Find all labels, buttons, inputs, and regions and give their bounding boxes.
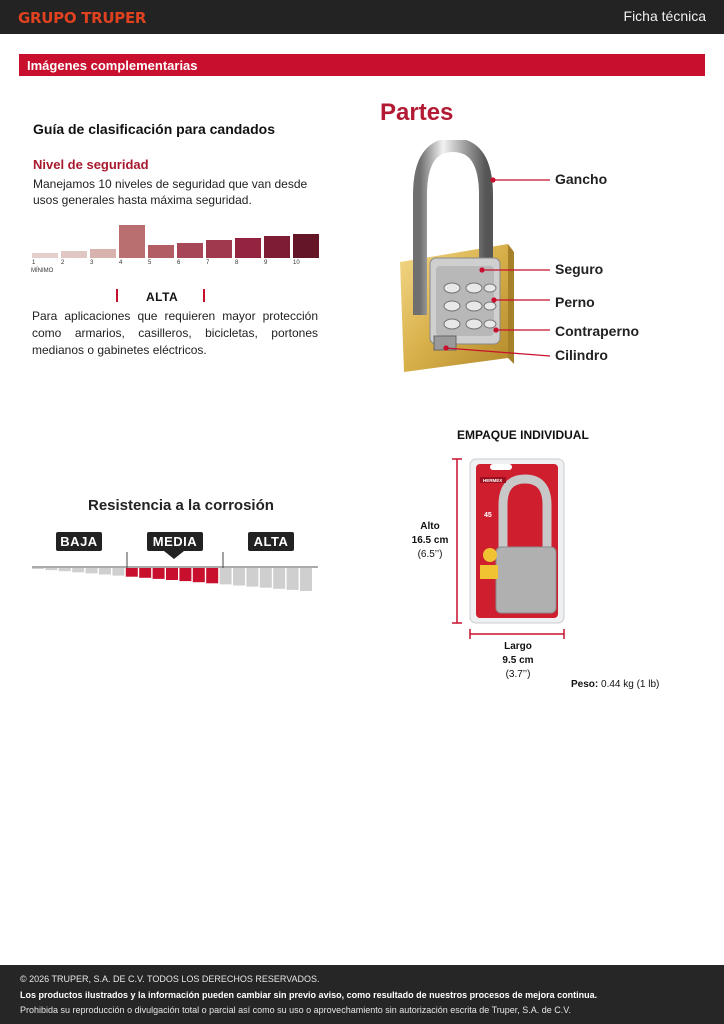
corrosion-segment	[32, 568, 44, 569]
package-title: EMPAQUE INDIVIDUAL	[457, 428, 589, 442]
security-level-bar	[148, 245, 174, 258]
security-level-application: Para aplicaciones que requieren mayor protección como armarios, casilleros, bicicletas, portones medianos o gabinetes eléctricos.	[32, 309, 318, 357]
security-level-number: 6	[177, 260, 181, 266]
security-level-name: ALTA	[146, 290, 179, 304]
security-level-number: 10	[293, 260, 300, 266]
corrosion-badge-low: BAJA	[56, 532, 102, 551]
width-label: Largo	[504, 641, 532, 652]
weight-value: 0.44 kg (1 lb)	[601, 679, 660, 690]
security-level-number: 3	[90, 260, 94, 266]
minimum-label: MÍNIMO	[31, 268, 54, 274]
level-tick-left	[116, 289, 118, 302]
security-level-number: 4	[119, 260, 123, 266]
security-level-subtitle: Nivel de seguridad	[33, 157, 149, 172]
padlock-illustration	[390, 140, 650, 380]
footer-notice: Los productos ilustrados y la información pueden cambiar sin previo aviso, como resultado de nuestros procesos de mejora continua.	[20, 990, 598, 1000]
level-tick-right	[203, 289, 205, 302]
corrosion-segment	[99, 568, 111, 575]
corrosion-segment	[45, 568, 57, 570]
section-title: Imágenes complementarias	[27, 58, 198, 73]
corrosion-segment	[246, 568, 258, 587]
weight-label: Peso:	[571, 679, 599, 690]
corrosion-segment	[220, 568, 232, 584]
corrosion-segment	[273, 568, 285, 589]
package-card-brand: HERMEX	[483, 478, 503, 483]
security-level-bar	[206, 240, 232, 258]
security-level-bar	[293, 234, 319, 258]
corrosion-segment	[260, 568, 272, 588]
security-level-description: Manejamos 10 niveles de seguridad que van desde usos generales hasta máxima seguridad.	[33, 177, 308, 207]
corrosion-segment	[72, 568, 84, 572]
security-guide-title: Guía de clasificación para candados	[33, 121, 275, 137]
width-imperial: (3.7’’)	[505, 669, 531, 680]
security-level-number: 7	[206, 260, 210, 266]
security-level-bar	[264, 236, 290, 258]
security-level-number: 1	[32, 260, 36, 266]
corrosion-segment	[59, 568, 71, 571]
package-weight	[571, 679, 659, 690]
package-illustration	[448, 455, 573, 645]
parts-title: Partes	[380, 99, 454, 126]
header-bar	[0, 0, 724, 34]
footer-copyright: © 2026 TRUPER, S.A. DE C.V. TODOS LOS DERECHOS RESERVADOS.	[20, 974, 320, 984]
corrosion-segment	[206, 568, 218, 583]
part-label-pin: Perno	[555, 294, 595, 310]
corrosion-segment	[233, 568, 245, 586]
security-level-bar	[90, 249, 116, 258]
corrosion-segment	[153, 568, 165, 579]
brand-logo: GRUPO TRUPER	[18, 9, 147, 27]
part-label-cylinder: Cilindro	[555, 347, 608, 363]
corrosion-title: Resistencia a la corrosión	[88, 497, 274, 514]
footer-prohibition: Prohibida su reproducción o divulgación total o parcial así como su uso o aprovechamiento sin autorización escrita de Truper, S.A. de C.V.	[20, 1005, 571, 1015]
document-type: Ficha técnica	[623, 8, 706, 24]
part-label-lock: Seguro	[555, 261, 604, 277]
height-imperial: (6.5’’)	[417, 549, 443, 560]
security-level-number: 2	[61, 260, 65, 266]
footer	[0, 965, 724, 1024]
corrosion-segment	[86, 568, 98, 573]
security-level-bar	[119, 225, 145, 258]
corrosion-segment	[166, 568, 178, 580]
package-width-label	[493, 640, 543, 682]
corrosion-segment	[112, 568, 124, 576]
corrosion-segment	[139, 568, 151, 578]
corrosion-scale	[30, 548, 320, 598]
corrosion-badge-medium: MEDIA	[147, 532, 203, 551]
height-metric: 16.5 cm	[411, 535, 449, 546]
part-label-counter-pin: Contraperno	[555, 323, 639, 339]
security-level-bar	[235, 238, 261, 258]
security-level-bar	[61, 251, 87, 258]
corrosion-pointer-icon	[164, 551, 184, 559]
width-metric: 9.5 cm	[502, 655, 534, 666]
corrosion-badge-high: ALTA	[248, 532, 294, 551]
corrosion-segment	[126, 568, 138, 577]
security-level-number: 8	[235, 260, 239, 266]
corrosion-segment	[179, 568, 191, 581]
corrosion-segment	[287, 568, 299, 590]
security-level-number: 9	[264, 260, 268, 266]
corrosion-segment	[300, 568, 312, 591]
section-header	[19, 54, 705, 76]
security-level-bar	[177, 243, 203, 259]
part-label-shackle: Gancho	[555, 171, 608, 187]
security-level-bar	[32, 253, 58, 258]
package-card-size: 45	[484, 512, 492, 519]
package-height-label	[405, 520, 455, 562]
corrosion-segment	[193, 568, 205, 582]
height-label: Alto	[420, 521, 440, 532]
security-level-number: 5	[148, 260, 152, 266]
